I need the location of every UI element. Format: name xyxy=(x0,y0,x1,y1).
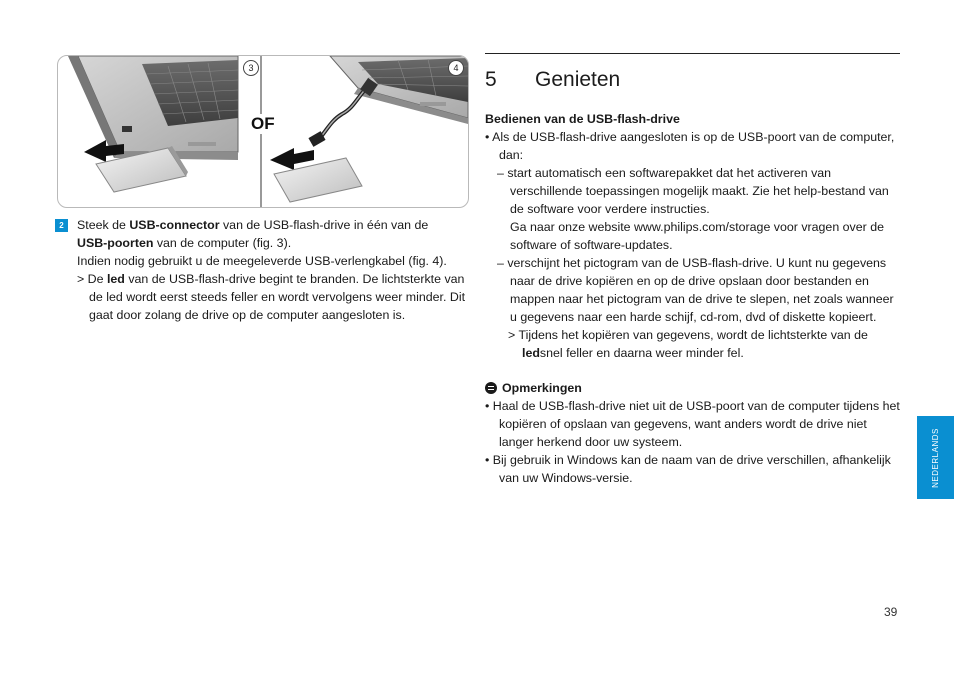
section-dash-1-continued: Ga naar onze website www.philips.com/storage voor vragen over de software of software-updates. xyxy=(510,220,884,252)
notes-heading xyxy=(485,379,901,397)
note-icon xyxy=(485,382,497,394)
chapter-number: 5 xyxy=(485,68,497,91)
section-bullet-1: • Als de USB-flash-drive aangesloten is op de USB-poort van de computer, dan: xyxy=(485,130,895,162)
language-side-tab-label: NEDERLANDS xyxy=(930,427,940,488)
notes-bullet-2: • Bij gebruik in Windows kan de naam van de drive verschillen, afhankelijk van uw Windows-versie. xyxy=(485,453,891,485)
figure-4-label: 4 xyxy=(448,60,464,76)
language-side-tab xyxy=(917,416,954,499)
section-dash-2: – verschijnt het pictogram van de USB-flash-drive. U kunt nu gegevens naar de drive kopiëren en op de drive opslaan door bestanden en mappen naar het pictogram van de drive te slepen, net zoals wanneer u gegevens naar een harde schijf, cd-rom, dvd of diskette kopieert. xyxy=(497,256,894,324)
section-result: > Tijdens het kopiëren van gegevens, wordt de lichtsterkte van de xyxy=(508,328,868,342)
chapter-title: Genieten xyxy=(535,68,621,91)
step-number-badge: 2 xyxy=(55,219,68,232)
section-dash-1: – start automatisch een softwarepakket dat het activeren van verschillende toepassingen mogelijk maakt. Zie het help-bestand van de software voor verdere instructies. xyxy=(497,166,889,216)
figure-3-label: 3 xyxy=(243,60,259,76)
notes-bullet-1: • Haal de USB-flash-drive niet uit de USB-poort van de computer tijdens het kopiëren of opslaan van gegevens, want anders wordt de drive niet langer herkend door uw systeem. xyxy=(485,399,900,449)
laptop-left xyxy=(68,56,238,160)
section-heading: Bedienen van de USB-flash-drive xyxy=(485,112,680,126)
usb-connection-illustration xyxy=(57,55,469,208)
chapter-rule xyxy=(485,53,900,54)
or-label: OF xyxy=(251,114,275,133)
step-line-1: Steek de USB-connector van de USB-flash-drive in één van de xyxy=(77,218,429,232)
step-line-3: Indien nodig gebruikt u de meegeleverde USB-verlengkabel (fig. 4). xyxy=(77,254,447,268)
step-line-2: USB-poorten van de computer (fig. 3). xyxy=(77,236,292,250)
step-result: > De led van de USB-flash-drive begint te branden. De lichtsterkte van de led wordt eerst steeds feller en wordt vervolgens weer minder. Dit gaat door zolang de drive op de computer aangesloten is. xyxy=(77,272,466,322)
section-result-continued: ledsnel feller en daarna weer minder fel. xyxy=(522,346,744,360)
notes-heading-label: Opmerkingen xyxy=(502,381,582,395)
page-number: 39 xyxy=(884,605,898,619)
chapter-body xyxy=(485,110,901,487)
chapter-heading xyxy=(485,66,620,94)
step-2-text xyxy=(55,216,470,324)
